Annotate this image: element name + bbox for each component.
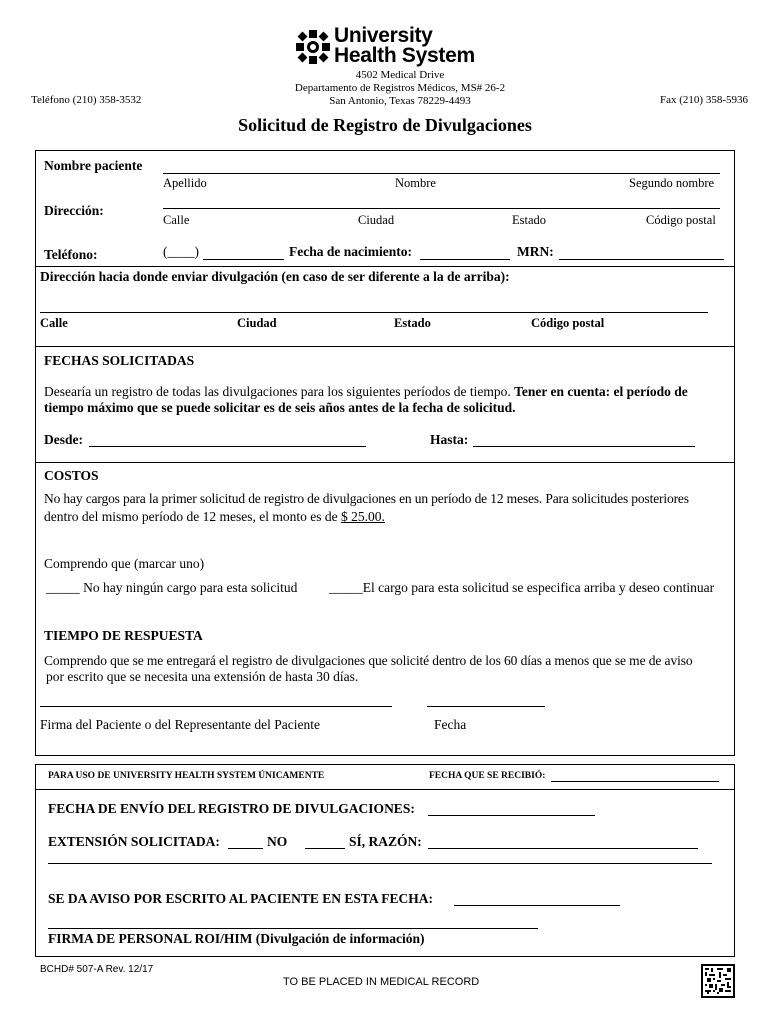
section-divider	[35, 462, 735, 463]
zip-caption: Código postal	[646, 213, 716, 227]
response-heading: TIEMPO DE RESPUESTA	[44, 628, 203, 643]
costs-heading: COSTOS	[44, 468, 99, 483]
street-caption: Calle	[163, 213, 190, 227]
dates-text-line2: tiempo máximo que se puede solicitar es de seis años antes de la fecha de solicitud.	[44, 400, 516, 415]
first-name-caption: Nombre	[395, 176, 436, 190]
signature-date-field[interactable]	[427, 706, 545, 707]
section-divider	[35, 266, 735, 267]
dates-text-a: Desearía un registro de todas las divulgaciones para los siguientes períodos de tiempo.	[44, 384, 511, 399]
last-name-caption: Apellido	[163, 176, 207, 190]
mrn-label: MRN:	[517, 244, 554, 259]
record-placement-note: TO BE PLACED IN MEDICAL RECORD	[283, 976, 480, 988]
university-health-logo-icon	[296, 30, 330, 64]
dates-text-line1	[44, 384, 688, 400]
costs-amount: $ 25.00.	[340, 509, 385, 524]
alt-zip-caption: Código postal	[531, 316, 605, 330]
dates-heading: FECHAS SOLICITADAS	[44, 353, 195, 368]
extension-yes-field[interactable]	[305, 848, 345, 849]
costs-line1: No hay cargos para la primer solicitud de registro de divulgaciones en un período de 12 meses. Para solicitudes posteriores	[44, 491, 689, 506]
received-date-field[interactable]	[551, 781, 719, 782]
staff-signature-label: FIRMA DE PERSONAL ROI/HIM (Divulgación de información)	[48, 931, 425, 946]
dob-label: Fecha de nacimiento:	[289, 244, 412, 259]
city-caption: Ciudad	[358, 213, 395, 227]
response-line1: Comprendo que se me entregará el registro de divulgaciones que solicité dentro de los 60 días a menos que se me de aviso	[44, 653, 693, 668]
extension-label: EXTENSIÓN SOLICITADA:	[48, 834, 220, 849]
alt-city-caption: Ciudad	[237, 316, 277, 330]
to-label: Hasta:	[430, 432, 469, 447]
phone-area-code: (____)	[163, 244, 199, 259]
sent-date-label: FECHA DE ENVÍO DEL REGISTRO DE DIVULGACIONES:	[48, 801, 415, 816]
form-id: BCHD# 507-A Rev. 12/17	[40, 964, 154, 975]
signature-field[interactable]	[40, 706, 392, 707]
alt-state-caption: Estado	[394, 316, 431, 330]
phone-number: Teléfono (210) 358-3532	[31, 94, 142, 106]
fax-number: Fax (210) 358-5936	[660, 94, 748, 106]
option-no-charge-blank[interactable]: _____	[46, 580, 80, 595]
section-divider	[35, 789, 735, 790]
option-charge-label: El cargo para esta solicitud se especifica arriba y deseo continuar	[362, 580, 715, 595]
signature-date-label: Fecha	[434, 717, 467, 732]
extension-no-label: NO	[267, 834, 288, 849]
staff-signature-field[interactable]	[48, 928, 538, 929]
option-no-charge[interactable]	[46, 580, 297, 596]
extension-yes-label: SÍ, RAZÓN:	[349, 834, 422, 849]
costs-line2-text: dentro del mismo período de 12 meses, el monto es de	[44, 509, 338, 524]
option-charge-continue[interactable]	[329, 580, 714, 596]
dob-field[interactable]	[420, 259, 510, 260]
notice-date-field[interactable]	[454, 905, 620, 906]
signature-label: Firma del Paciente o del Representante del Paciente	[40, 717, 321, 732]
barcode-icon	[701, 964, 735, 998]
from-date-field[interactable]	[89, 446, 366, 447]
middle-name-caption: Segundo nombre	[629, 176, 715, 190]
address-label: Dirección:	[44, 203, 104, 218]
costs-line2	[44, 509, 385, 525]
address-line2: Departamento de Registros Médicos, MS# 26-2	[294, 82, 506, 94]
extension-reason-line2[interactable]	[48, 863, 712, 864]
org-name-line2: Health System	[334, 44, 475, 67]
address-line3: San Antonio, Texas 78229-4493	[329, 95, 471, 107]
phone-field[interactable]	[203, 259, 284, 260]
received-date-label: FECHA QUE SE RECIBIÓ:	[429, 771, 546, 781]
org-name-line1: University	[334, 24, 433, 47]
alt-street-caption: Calle	[40, 316, 68, 330]
dates-note: Tener en cuenta: el período de	[514, 384, 688, 399]
mrn-field[interactable]	[559, 259, 724, 260]
to-date-field[interactable]	[473, 446, 695, 447]
patient-name-label: Nombre paciente	[44, 158, 143, 173]
alt-address-field[interactable]	[40, 312, 708, 313]
option-no-charge-label: No hay ningún cargo para esta solicitud	[83, 580, 298, 595]
option-charge-blank[interactable]: _____	[329, 580, 363, 595]
understand-text: Comprendo que (marcar uno)	[44, 556, 205, 571]
sent-date-field[interactable]	[428, 815, 595, 816]
address-block	[250, 69, 550, 108]
address-field[interactable]	[163, 208, 720, 209]
from-label: Desde:	[44, 432, 83, 447]
notice-date-label: SE DA AVISO POR ESCRITO AL PACIENTE EN ESTA FECHA:	[48, 891, 433, 906]
patient-name-field[interactable]	[163, 173, 720, 174]
response-line2: por escrito que se necesita una extensión de hasta 30 días.	[46, 669, 359, 684]
section-divider	[35, 346, 735, 347]
extension-no-field[interactable]	[228, 848, 263, 849]
office-use-label: PARA USO DE UNIVERSITY HEALTH SYSTEM ÚNICAMENTE	[48, 771, 325, 781]
alt-address-label: Dirección hacia donde enviar divulgación (en caso de ser diferente a la de arriba):	[40, 269, 510, 284]
address-line1: 4502 Medical Drive	[355, 69, 445, 81]
extension-reason-field[interactable]	[428, 848, 698, 849]
state-caption: Estado	[512, 213, 547, 227]
phone-label: Teléfono:	[44, 247, 98, 262]
page-title: Solicitud de Registro de Divulgaciones	[238, 115, 532, 135]
